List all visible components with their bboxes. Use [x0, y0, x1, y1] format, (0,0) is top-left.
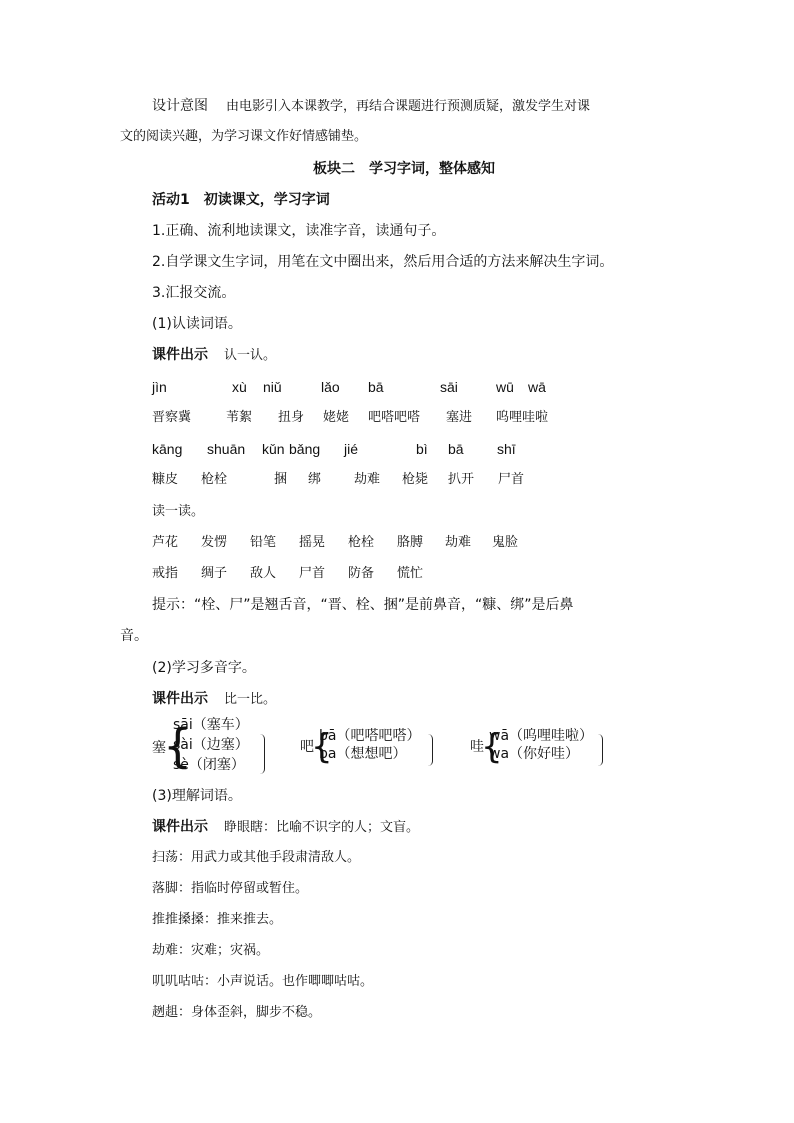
pinyin: sāi	[440, 379, 458, 395]
word: 枪毙	[402, 472, 429, 487]
word: 发愣	[201, 535, 228, 550]
word: 绸子	[201, 566, 228, 581]
word: 绑	[308, 472, 322, 487]
definition: 扫荡：用武力或其他手段肃清敌人。	[152, 850, 361, 865]
polyphone-reading: ba（想想吧）	[319, 746, 407, 762]
word: 尸首	[299, 566, 326, 581]
subheading-1: (1)认读词语。	[152, 316, 242, 332]
polyphone-reading: sè（闭塞）	[173, 757, 245, 773]
design-intent-text: 由电影引入本课教学，再结合课题进行预测质疑，激发学生对课	[226, 99, 591, 114]
pinyin: bā	[448, 441, 464, 457]
pinyin: kāng	[152, 441, 183, 457]
pinyin: wū	[496, 379, 514, 395]
courseware-text: 睁眼瞎：比喻不识字的人；文盲。	[224, 820, 420, 835]
definition: 推推搡搡：推来推去。	[152, 912, 283, 927]
word: 尸首	[498, 472, 525, 487]
courseware-label: 课件出示	[152, 347, 208, 363]
word: 枪栓	[201, 472, 228, 487]
pinyin: wā	[528, 379, 546, 395]
pinyin: jié	[344, 441, 359, 457]
word: 呜哩哇啦	[496, 410, 549, 425]
word: 塞进	[446, 410, 473, 425]
courseware-text: 比一比。	[224, 692, 277, 707]
word: 吧嗒吧嗒	[368, 410, 421, 425]
courseware-label: 课件出示	[152, 691, 208, 707]
word: 铅笔	[250, 535, 277, 550]
subheading-2: (2)学习多音字。	[152, 660, 256, 676]
design-intent-line1	[152, 96, 590, 117]
word: 慌忙	[397, 566, 424, 581]
subheading-3: (3)理解词语。	[152, 788, 242, 804]
word: 敌人	[250, 566, 277, 581]
right-bracket-icon	[428, 734, 433, 766]
word: 扒开	[448, 472, 475, 487]
definition: 劫难：灾难；灾祸。	[152, 943, 270, 958]
word: 捆	[274, 472, 288, 487]
polyphone-reading: wā（呜哩哇啦）	[489, 728, 594, 744]
polyphone-char: 哇	[470, 739, 484, 755]
polyphone-group-ba	[300, 726, 440, 770]
polyphone-reading: bā（吧嗒吧嗒）	[319, 728, 421, 744]
courseware-text: 认一认。	[224, 348, 277, 363]
word: 枪栓	[348, 535, 375, 550]
activity-heading: 活动1 初读课文，学习字词	[152, 192, 330, 208]
word: 摇晃	[299, 535, 326, 550]
courseware-1	[152, 345, 276, 366]
step-2: 2.自学课文生字词，用笔在文中圈出来，然后用合适的方法来解决生字词。	[152, 254, 614, 270]
courseware-2	[152, 689, 276, 710]
step-1: 1.正确、流利地读课文，读准字音，读通句子。	[152, 223, 446, 239]
pinyin: niǔ	[263, 379, 282, 395]
word: 晋察冀	[152, 410, 192, 425]
polyphone-group-sai	[152, 716, 272, 778]
left-brace-icon: {	[481, 727, 503, 767]
polyphone-reading: wa（你好哇）	[489, 746, 580, 762]
hint-line2: 音。	[120, 628, 148, 644]
pinyin: bǎng	[289, 441, 321, 457]
right-bracket-icon	[260, 734, 265, 774]
design-intent-line2: 文的阅读兴趣，为学习课文作好情感铺垫。	[120, 129, 368, 144]
polyphone-char: 吧	[300, 739, 314, 755]
design-intent-label: 设计意图	[152, 98, 208, 114]
polyphone-reading: sāi（塞车）	[173, 717, 249, 733]
pinyin: xù	[232, 379, 247, 395]
step-3: 3.汇报交流。	[152, 285, 236, 301]
word: 芦花	[152, 535, 179, 550]
pinyin: shī	[497, 441, 516, 457]
read-label: 读一读。	[152, 504, 205, 519]
word: 糠皮	[152, 472, 179, 487]
word: 苇絮	[226, 410, 253, 425]
polyphone-char: 塞	[152, 740, 166, 756]
definition: 落脚：指临时停留或暂住。	[152, 881, 309, 896]
word: 劫难	[445, 535, 472, 550]
polyphone-group-wa	[470, 726, 610, 770]
left-brace-icon: {	[311, 727, 333, 767]
hint-line1: 提示：“栓、尸”是翘舌音，“晋、栓、捆”是前鼻音，“糠、绑”是后鼻	[152, 597, 574, 613]
left-brace-icon: {	[163, 719, 193, 773]
section-title: 板块二 学习字词，整体感知	[313, 161, 495, 177]
word: 防备	[348, 566, 375, 581]
right-bracket-icon	[598, 734, 603, 766]
word: 鬼脸	[492, 535, 519, 550]
word: 劫难	[354, 472, 381, 487]
definition: 趔趄：身体歪斜，脚步不稳。	[152, 1005, 322, 1020]
polyphone-reading: sài（边塞）	[173, 737, 249, 753]
word: 姥姥	[323, 410, 350, 425]
definition: 叽叽咕咕：小声说话。也作唧唧咕咕。	[152, 974, 374, 989]
pinyin: lǎo	[321, 379, 340, 395]
pinyin: kǔn	[262, 441, 285, 457]
pinyin: bì	[416, 441, 428, 457]
courseware-3	[152, 817, 419, 838]
word: 胳膊	[397, 535, 424, 550]
word: 扭身	[278, 410, 305, 425]
pinyin: bā	[368, 379, 384, 395]
pinyin: jìn	[152, 379, 167, 395]
courseware-label: 课件出示	[152, 819, 208, 835]
word: 戒指	[152, 566, 179, 581]
pinyin: shuān	[207, 441, 246, 457]
